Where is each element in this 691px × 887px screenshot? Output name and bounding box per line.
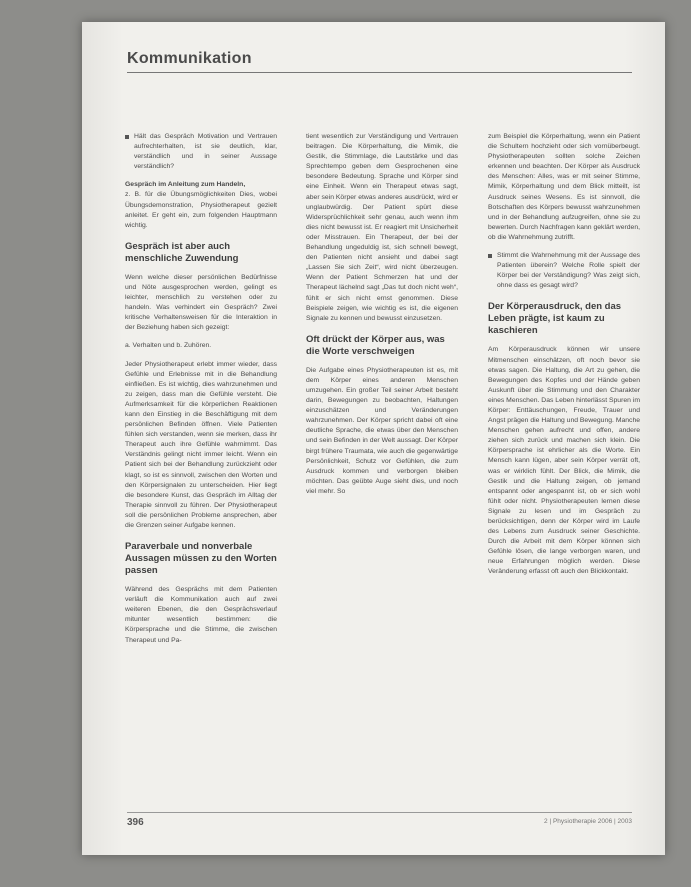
list-text: a. Verhalten und b. Zuhören. bbox=[125, 342, 212, 350]
section-heading: Gespräch ist aber auch menschliche Zuwendung bbox=[125, 240, 239, 264]
bullet-list bbox=[125, 132, 277, 172]
text-column-3 bbox=[488, 132, 640, 586]
footer-rule bbox=[127, 812, 632, 813]
bullet-item: Stimmt die Wahrnehmung mit der Aussage des Patienten überein? Welche Rolle spielt der Körper bei der Verständigung? Was zeigt sich, ohne dass es gesagt wird? bbox=[488, 251, 640, 291]
page-number: 396 bbox=[127, 817, 144, 828]
bullet-list bbox=[488, 251, 640, 291]
paragraph: Jeder Physiotherapeut erlebt immer wieder, dass Gefühle und Erlebnisse mit in die Behandlung einfließen. Es ist wichtig, dies wahrzunehmen und zu zeigen, dass man die Gefühle versteht. Die Aufmerksamkeit für die körperlichen Reaktionen kann den Einstieg in die Beschäftigung mit dem persönlichen Befinden öffnen. Viele Patienten fühlen sich verstanden, wenn sie merken, dass ihr Therapeut auch ihre Gefühle wahrnimmt. Das Verständnis gelingt nicht immer leicht. Wenn ein Patient sich bei der Behandlung zurückzieht oder klagt, so ist es sinnvoll, zwischen den Worten und den Körpersignalen zu unterscheiden. Hier liegt die besondere Kunst, das Gespräch im Alltag der Therapie sinnvoll zu führen. Der Physiotherapeut soll die persönlichen Probleme ansprechen, aber die Grenzen seiner Aufgabe kennen. bbox=[125, 360, 277, 529]
section-heading: Der Körperausdruck, den das Leben prägte, ist kaum zu kaschieren bbox=[488, 301, 622, 337]
paragraph: Wenn welche dieser persönlichen Bedürfnisse und Nöte ausgesprochen werden, gelingt es leichter, menschlich zu verstehen oder zu handeln. Was verhindert ein Gespräch? Zwei kritische Verhaltensweisen für die Interaktion in der Beziehung haben sich gezeigt: bbox=[125, 273, 277, 332]
text-column-1 bbox=[125, 132, 277, 654]
text-column-2 bbox=[306, 132, 458, 505]
source-line: 2 | Physiotherapie 2006 | 2003 bbox=[544, 818, 632, 825]
paragraph: zum Beispiel die Körperhaltung, wenn ein Patient die Schultern hochzieht oder sich vornüberbeugt. Physiotherapeuten sollten solche Zeichen erkennen und beachten. Der Körper als Ausdruck des Menschen: Alles, was er mit seiner Stimme, Mimik, Körperhaltung und dem Blick mitteilt, ist Ausdruck seines Wesens. Es ist sinnvoll, die Botschaften des Körpers bewusst wahrzunehmen und in der Behandlung aufzugreifen, ohne sie zu bewerten. Durch Nachfragen kann geklärt werden, ob die Wahrnehmung zutrifft. bbox=[488, 133, 640, 241]
page-footer bbox=[127, 812, 632, 828]
subheading: Gespräch im Anleitung zum Handeln, bbox=[125, 181, 246, 189]
paragraph: z. B. für die Übungsmöglichkeiten Dies, wobei Übungsdemonstration, Physiotherapeut gezielt anleitet. Er geht ein, zum folgenden Hauptmann wichtig. bbox=[125, 191, 277, 229]
paragraph: tient wesentlich zur Verständigung und Vertrauen beitragen. Die Körperhaltung, die Mimik, die Gestik, die Stimmlage, die Lautstärke und das Sprechtempo geben dem Gesprochenen eine besondere Bedeutung. Sprache und Körper sind eine Einheit. Wenn ein Therapeut etwas sagt, aber sein Körper etwas anderes ausdrückt, wird er unglaubwürdig. Der Patient spürt diese Widersprüchlichkeit sehr genau, auch wenn ihm dies nicht bewusst ist. Er reagiert mit Unsicherheit oder Misstrauen. Ein Therapeut, der bei der Behandlung ungeduldig ist, sich schnell bewegt, den Patienten nicht ansieht und dabei sagt „Lassen Sie sich Zeit“, wird nicht überzeugen. Wenn der Patient Schmerzen hat und der Therapeut lächelnd sagt „Das tut doch nicht weh“, fühlt er sich nicht ernst genommen. Diese Beispiele zeigen, wie wichtig es ist, die eigenen Signale zu kennen und bewusst einzusetzen. bbox=[306, 133, 458, 322]
header-rule bbox=[127, 72, 632, 73]
paragraph: Während des Gesprächs mit dem Patienten verläuft die Kommunikation auch auf zwei weiteren Ebenen, die den Gesprächsverlauf mitunter wesentlich bestimmen: die Körpersprache und die Stimme, die zwischen Therapeut und Pa- bbox=[125, 586, 277, 644]
page-title: Kommunikation bbox=[127, 50, 252, 67]
section-heading: Paraverbale und nonverbale Aussagen müssen zu den Worten passen bbox=[125, 541, 277, 577]
book-page bbox=[82, 22, 665, 855]
bullet-item: Hält das Gespräch Motivation und Vertrauen aufrechterhalten, ist sie deutlich, klar, verständlich und in seiner Aussage verständlich? bbox=[125, 132, 277, 172]
paragraph: Am Körperausdruck können wir unsere Mitmenschen einschätzen, oft noch bevor sie etwas sagen. Die Haltung, die Art zu gehen, die Bewegungen des Kopfes und der Hände geben Auskunft über die Stimmung und den Charakter eines Menschen. Das Leben hinterlässt Spuren im Körper: Enttäuschungen, Freude, Trauer und Angst prägen die Haltung und Bewegung. Manche Menschen gehen aufrecht und offen, andere ziehen sich zurück und machen sich klein. Die Körpersprache ist ehrlicher als die Worte. Ein Mensch kann lügen, aber sein Körper verrät oft, was er wirklich fühlt. Der Blick, die Mimik, die Gestik und die Haltung zeigen, ob jemand entspannt oder angespannt ist, ob er sich wohl fühlt oder nicht. Physiotherapeuten lernen diese Signale zu lesen und im Gespräch zu berücksichtigen, denn der Körper wird im Laufe des Lebens zum Ausdruck seiner Geschichte. Durch die Arbeit mit dem Körper können sich Gefühle lösen, die lange verborgen waren, und neue Erfahrungen möglich werden. Diese Veränderung erfasst oft auch den Blickkontakt. bbox=[488, 346, 640, 576]
paragraph: Die Aufgabe eines Physiotherapeuten ist es, mit dem Körper eines anderen Menschen umzugehen. Ein großer Teil seiner Arbeit besteht darin, Bewegungen zu beobachten, Haltungen einzuschätzen und Veränderungen wahrzunehmen. Der Körper spricht dabei oft eine deutliche Sprache, die etwas über den Menschen und sein Befinden in der Welt aussagt. Der Körper birgt frühere Traumata, wie auch die gegenwärtige Persönlichkeit, Schutz vor Gefühlen, die zum Ausdruck kommen und verborgen bleiben möchten. Das geübte Auge sieht dies, und noch viel mehr. So bbox=[306, 366, 458, 495]
section-heading: Oft drückt der Körper aus, was die Worte verschweigen bbox=[306, 333, 445, 357]
page-header bbox=[127, 50, 647, 73]
